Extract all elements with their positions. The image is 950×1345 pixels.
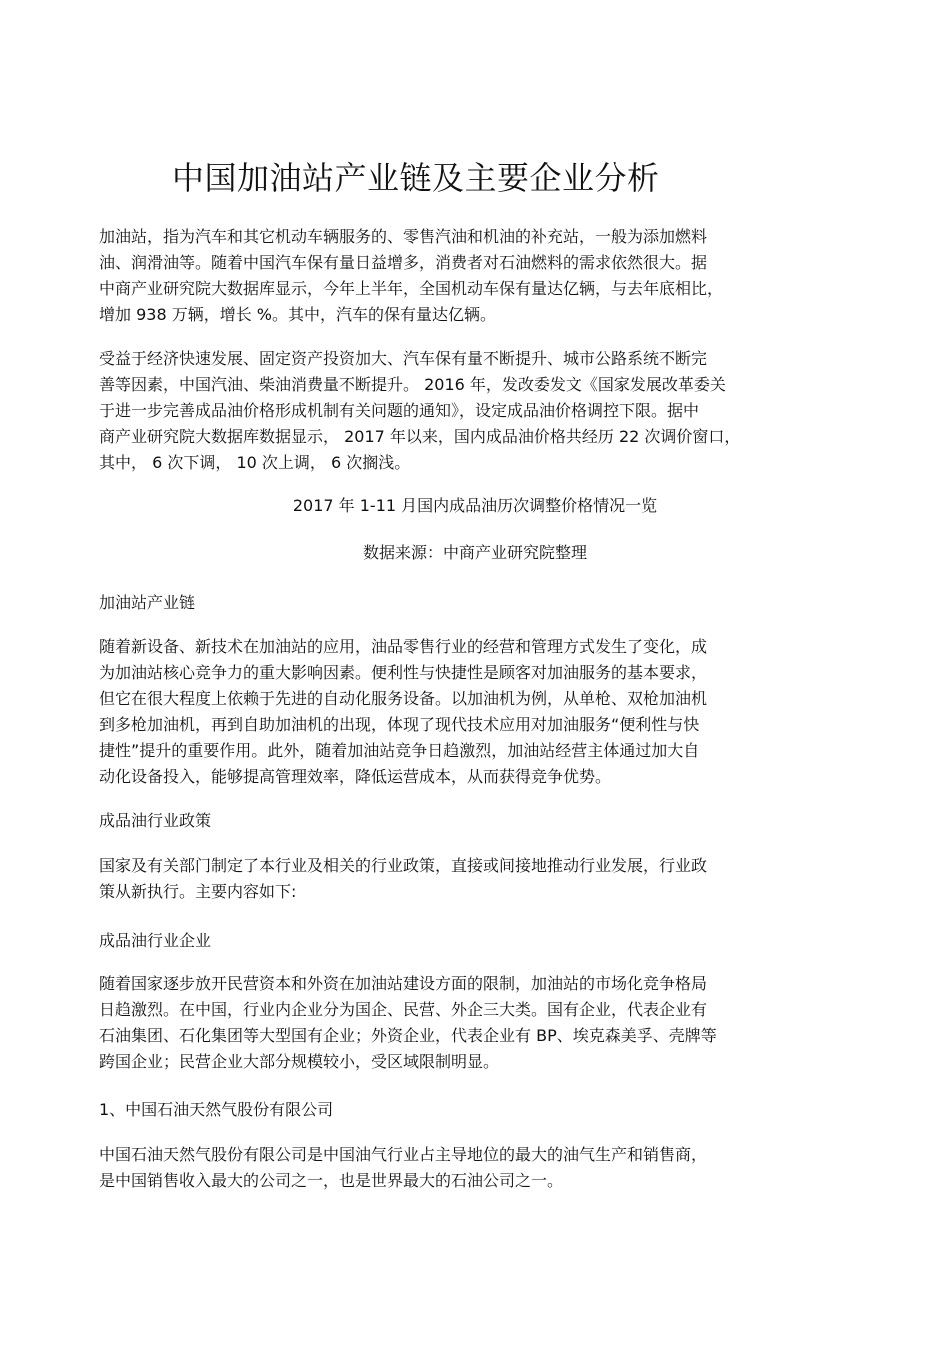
- text-line: 日趋激烈。在中国，行业内企业分为国企、民营、外企三大类。国有企业，代表企业有: [99, 1000, 708, 1019]
- text-line: 其中， 6 次下调， 10 次上调， 6 次搁浅。: [99, 453, 411, 472]
- text-line: 动化设备投入，能够提高管理效率，降低运营成本，从而获得竞争优势。: [99, 767, 612, 786]
- figure-caption: 2017 年 1-11 月国内成品油历次调整价格情况一览: [292, 496, 658, 515]
- paragraph-consumption: [99, 346, 859, 476]
- text-line: 石油集团、石化集团等大型国有企业；外资企业，代表企业有 BP、埃克森美孚、壳牌等: [99, 1026, 717, 1045]
- text-line: 增加 938 万辆，增长 %。其中，汽车的保有量达亿辆。: [99, 305, 497, 324]
- text-line: 商产业研究院大数据库数据显示， 2017 年以来，国内成品油价格共经历 22 次调价窗口，: [99, 427, 741, 446]
- text-line: 策从新执行。主要内容如下:: [99, 882, 297, 901]
- section-heading-petrochina: 1、中国石油天然气股份有限公司: [99, 1100, 334, 1119]
- text-line: 善等因素，中国汽油、柴油消费量不断提升。 2016 年，发改委发文《国家发展改革委关: [99, 375, 726, 394]
- text-line: 受益于经济快速发展、固定资产投资加大、汽车保有量不断提升、城市公路系统不断完: [99, 349, 708, 368]
- text-line: 国家及有关部门制定了本行业及相关的行业政策，直接或间接地推动行业发展，行业政: [99, 856, 708, 875]
- text-line: 随着国家逐步放开民营资本和外资在加油站建设方面的限制，加油站的市场化竞争格局: [99, 974, 708, 993]
- section-heading-policy: 成品油行业政策: [99, 811, 212, 830]
- paragraph-intro: [99, 224, 859, 328]
- text-line: 油、润滑油等。随着中国汽车保有量日益增多，消费者对石油燃料的需求依然很大。据: [99, 253, 708, 272]
- paragraph-policy: [99, 853, 859, 905]
- document-title: 中国加油站产业链及主要企业分析: [172, 159, 660, 197]
- paragraph-enterprises: [99, 971, 859, 1075]
- text-line: 为加油站核心竞争力的重大影响因素。便利性与快捷性是顾客对加油服务的基本要求，: [99, 663, 708, 682]
- paragraph-industry-chain: [99, 634, 859, 790]
- text-line: 捷性”提升的重要作用。此外，随着加油站竞争日趋激烈，加油站经营主体通过加大自: [99, 741, 700, 760]
- text-line: 加油站，指为汽车和其它机动车辆服务的、零售汽油和机油的补充站，一般为添加燃料: [99, 227, 708, 246]
- paragraph-petrochina: [99, 1142, 859, 1194]
- text-line: 于进一步完善成品油价格形成机制有关问题的通知》，设定成品油价格调控下限。据中: [99, 401, 700, 420]
- section-heading-enterprises: 成品油行业企业: [99, 931, 212, 950]
- data-source-note: 数据来源：中商产业研究院整理: [362, 543, 587, 562]
- text-line: 随着新设备、新技术在加油站的应用，油品零售行业的经营和管理方式发生了变化，成: [99, 637, 708, 656]
- text-line: 但它在很大程度上依赖于先进的自动化服务设备。以加油机为例，从单枪、双枪加油机: [99, 689, 708, 708]
- text-line: 中商产业研究院大数据库显示，今年上半年，全国机动车保有量达亿辆，与去年底相比，: [99, 279, 724, 298]
- text-line: 跨国企业；民营企业大部分规模较小，受区域限制明显。: [99, 1052, 500, 1071]
- text-line: 中国石油天然气股份有限公司是中国油气行业占主导地位的最大的油气生产和销售商，: [99, 1145, 708, 1164]
- text-line: 是中国销售收入最大的公司之一，也是世界最大的石油公司之一。: [99, 1171, 564, 1190]
- text-line: 到多枪加油机，再到自助加油机的出现，体现了现代技术应用对加油服务“便利性与快: [99, 715, 700, 734]
- section-heading-industry-chain: 加油站产业链: [99, 593, 196, 612]
